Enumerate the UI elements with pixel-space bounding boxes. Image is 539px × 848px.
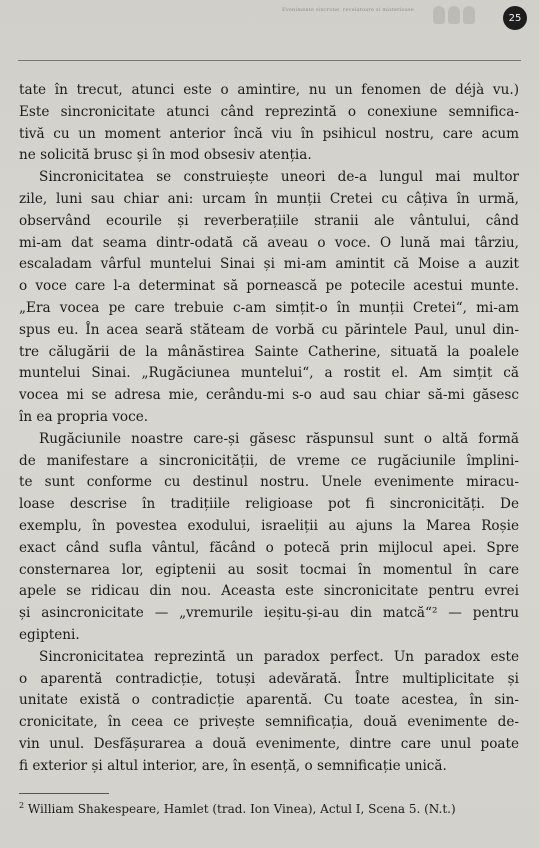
paragraph: [19, 80, 519, 167]
text-line: cronicitate, în ceea ce privește semnificația, două evenimente de-: [19, 714, 519, 731]
text-line: în ea propria voce.: [19, 408, 149, 425]
paragraph: [19, 429, 519, 647]
footnote-text: William Shakespeare, Hamlet (trad. Ion Vinea), Actul I, Scena 5. (N.t.): [27, 802, 456, 816]
text-line: loase descrise în tradițiile religioase pot fi sincronicități. De: [19, 496, 519, 513]
ornament-icon: [433, 2, 481, 28]
header-divider: [18, 60, 521, 61]
text-line: muntelui Sinai. „Rugăciunea muntelui“, a rostit el. Am simțit că: [19, 365, 519, 382]
text-line: vocea mi se adresa mie, cerându-mi s-o aud sau chiar să-mi găsesc: [19, 387, 519, 404]
page-number: 25: [503, 6, 527, 30]
text-line: egipteni.: [19, 626, 80, 643]
text-line: o aparentă contradicție, totuși adevărată. Între multiplicitate și: [19, 670, 519, 687]
footnote-marker: 2: [19, 801, 25, 810]
text-line: te sunt conforme cu destinul nostru. Unele evenimente miracu-: [19, 474, 519, 491]
text-line: tate în trecut, atunci este o amintire, nu un fenomen de déjà vu.): [19, 82, 519, 98]
text-line: de manifestare a sincronicității, de vreme ce rugăciunile împlini-: [19, 452, 519, 469]
text-line: mi-am dat seama dintr-odată că aveau o voce. O lună mai târziu,: [19, 234, 519, 251]
text-line: observând ecourile și reverberațiile stranii ale vântului, când: [19, 212, 519, 229]
footnote: [19, 800, 519, 818]
text-line: și asincronicitate — „vremurile ieșitu-și-au din matcă“² — pentru: [19, 605, 519, 622]
text-line: Sincronicitatea se construiește uneori de-a lungul mai multor: [39, 169, 519, 186]
text-line: escaladam vârful muntelui Sinai și mi-am amintit că Moise a auzit: [19, 256, 519, 273]
text-line: fi exterior și altul interior, are, în esență, o semnificație unică.: [19, 757, 447, 774]
text-line: spus eu. În acea seară stăteam de vorbă cu părintele Paul, unul din-: [19, 321, 519, 338]
paragraph: [19, 647, 519, 778]
footnote-divider: [19, 793, 109, 794]
text-line: tivă cu un moment anterior încă viu în psihicul nostru, care acum: [19, 125, 519, 142]
text-line: consternarea lor, egiptenii au sosit tocmai în momentul în care: [19, 561, 519, 578]
text-line: ne solicită brusc și în mod obsesiv atenția.: [19, 147, 312, 164]
text-line: tre călugării de la mânăstirea Sainte Catherine, situată la poalele: [19, 343, 519, 360]
text-line: vin unul. Desfășurarea a două evenimente, dintre care unul poate: [19, 735, 519, 752]
text-line: Rugăciunile noastre care-și găsesc răspunsul sunt o altă formă: [39, 430, 519, 447]
text-line: zile, luni sau chiar ani: urcam în munții Cretei cu câțiva în urmă,: [19, 190, 519, 207]
paragraph: [19, 167, 519, 429]
text-line: „Era vocea pe care trebuie c-am simțit-o în munții Cretei“, mi-am: [19, 299, 519, 316]
text-line: exact când sufla vântul, făcând o potecă prin mijlocul apei. Spre: [19, 539, 519, 556]
body-text: [19, 80, 519, 778]
running-head: Evenimente sincrone, revelatoare si misterioase: [282, 7, 414, 13]
text-line: o voce care l-a determinat să pornească pe potecile acestui munte.: [19, 278, 519, 295]
text-line: unitate există o contradicție aparentă. Cu toate acestea, în sin-: [19, 692, 519, 709]
text-line: Este sincronicitate atunci când reprezintă o conexiune semnifica-: [19, 103, 519, 120]
text-line: Sincronicitatea reprezintă un paradox perfect. Un paradox este: [39, 648, 519, 665]
text-line: apele se ridicau din nou. Aceasta este sincronicitate pentru evrei: [19, 583, 519, 600]
text-line: exemplu, în povestea exodului, israeliții au ajuns la Marea Roșie: [19, 517, 519, 534]
